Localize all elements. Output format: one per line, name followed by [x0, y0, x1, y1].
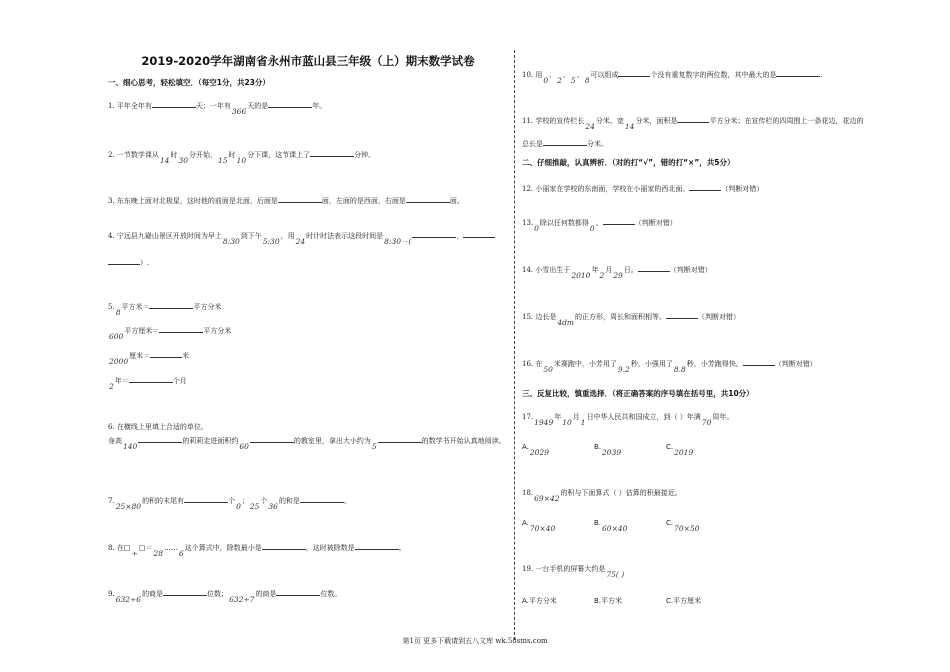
question-18: 18.69×42的积与下面算式（ ）估算的积最接近。	[522, 489, 682, 503]
question-5-line-1: 5.8平方米＝ 平方分米	[108, 300, 221, 312]
question-16: 16. 在50米赛跑中，小芳用了9.2秒，小强用了8.8秒，小芳跑得快。 （判断对错）	[522, 357, 817, 369]
section-3-heading: 三、反复比较，慎重选择．（将正确答案的序号填在括号里，共10分）	[522, 389, 754, 398]
question-19-option-c[interactable]: C.平方厘米	[666, 597, 702, 605]
question-19-option-b[interactable]: B.平方米	[594, 597, 623, 605]
question-17: 17.1949年10月1日中华人民共和国成立，到（ ）年满70周年。	[522, 413, 734, 427]
question-3: 3. 东东晚上面对北极星，这时他的前面是北面，后面是 面，左面的是西面，右面是 面。	[108, 194, 464, 206]
question-4: 4. 宁远县九嶷山景区开放时间为早上8:30到下午5:30，用24时计时法表示这段时间是8:30－(，	[108, 229, 495, 241]
question-18-option-b[interactable]: B.60×40	[594, 519, 628, 533]
question-17-option-c[interactable]: C.2019	[666, 443, 694, 457]
question-19: 19. 一台手机的屏幕大约是75( )	[522, 565, 625, 579]
question-6-cont: 身高140的莉莉走进面积约60的教室里，拿出大小约为5的数学书开始认真地阅读。	[108, 434, 506, 446]
question-11-cont: 总长是 分米。	[522, 137, 608, 149]
question-13: 13.0除以任何数都得0。 （判断对错）	[522, 216, 677, 228]
question-8: 8. 在□÷□＝28……6这个算式中，除数最小是 ，这时被除数是 。	[108, 541, 406, 553]
section-2-heading: 二、仔细推敲，认真辨析．（对的打“√”，错的打“×”，共5分）	[522, 158, 735, 167]
question-4-cont: ）.	[108, 256, 149, 268]
question-5-line-2: 600平方厘米＝ 平方分米	[108, 324, 231, 336]
question-11: 11. 学校的宣传栏长24分米、宽14分米，面积是 平方分米；在宣传栏的四周围上一条花边，花边的	[522, 114, 863, 126]
question-5-line-4: 2年＝ 个月	[108, 374, 187, 386]
column-divider	[514, 50, 515, 640]
question-2: 2. 一节数学课从14时30分开始，15时10分下课，这节课上了 分钟。	[108, 148, 375, 160]
question-5-line-3: 2000厘米＝ 米	[108, 349, 189, 361]
question-17-option-a[interactable]: A.2029	[522, 443, 549, 457]
question-18-option-a[interactable]: A.70×40	[522, 519, 556, 533]
question-19-option-a[interactable]: A.平方分米	[522, 597, 557, 605]
question-10: 10. 用0、2、5、8可以组成 个没有重复数字的两位数，其中最大的是 .	[522, 68, 823, 80]
question-1: 1. 平年全年有 天；一年有366天的是 年。	[108, 99, 326, 111]
section-1-heading: 一、细心思考，轻松填空．（每空1分，共23分）	[108, 78, 270, 87]
question-14: 14. 小雪出生于2010年2月29日。 （判断对错）	[522, 263, 712, 275]
question-18-option-c[interactable]: C.70×50	[666, 519, 700, 533]
question-7: 7.25×80的积的末尾有 个0；25个36的和是 。	[108, 494, 351, 506]
question-12: 12. 小丽家在学校的东南面，学校在小丽家的西北面。 （判断对错）	[522, 182, 763, 194]
question-6: 6. 在横线上里填上合适的单位。	[108, 423, 208, 431]
page-title: 2019-2020学年湖南省永州市蓝山县三年级（上）期末数学试卷	[141, 54, 475, 68]
question-17-option-b[interactable]: B.2039	[594, 443, 622, 457]
question-15: 15. 边长是4dm的正方形，周长和面积相等。 （判断对错）	[522, 310, 740, 322]
question-9: 9.632÷6的商是 位数；632÷7的商是 位数。	[108, 587, 341, 599]
page-footer: 第1页 更多下载请到五八文库 wk.58sms.com	[402, 637, 548, 645]
